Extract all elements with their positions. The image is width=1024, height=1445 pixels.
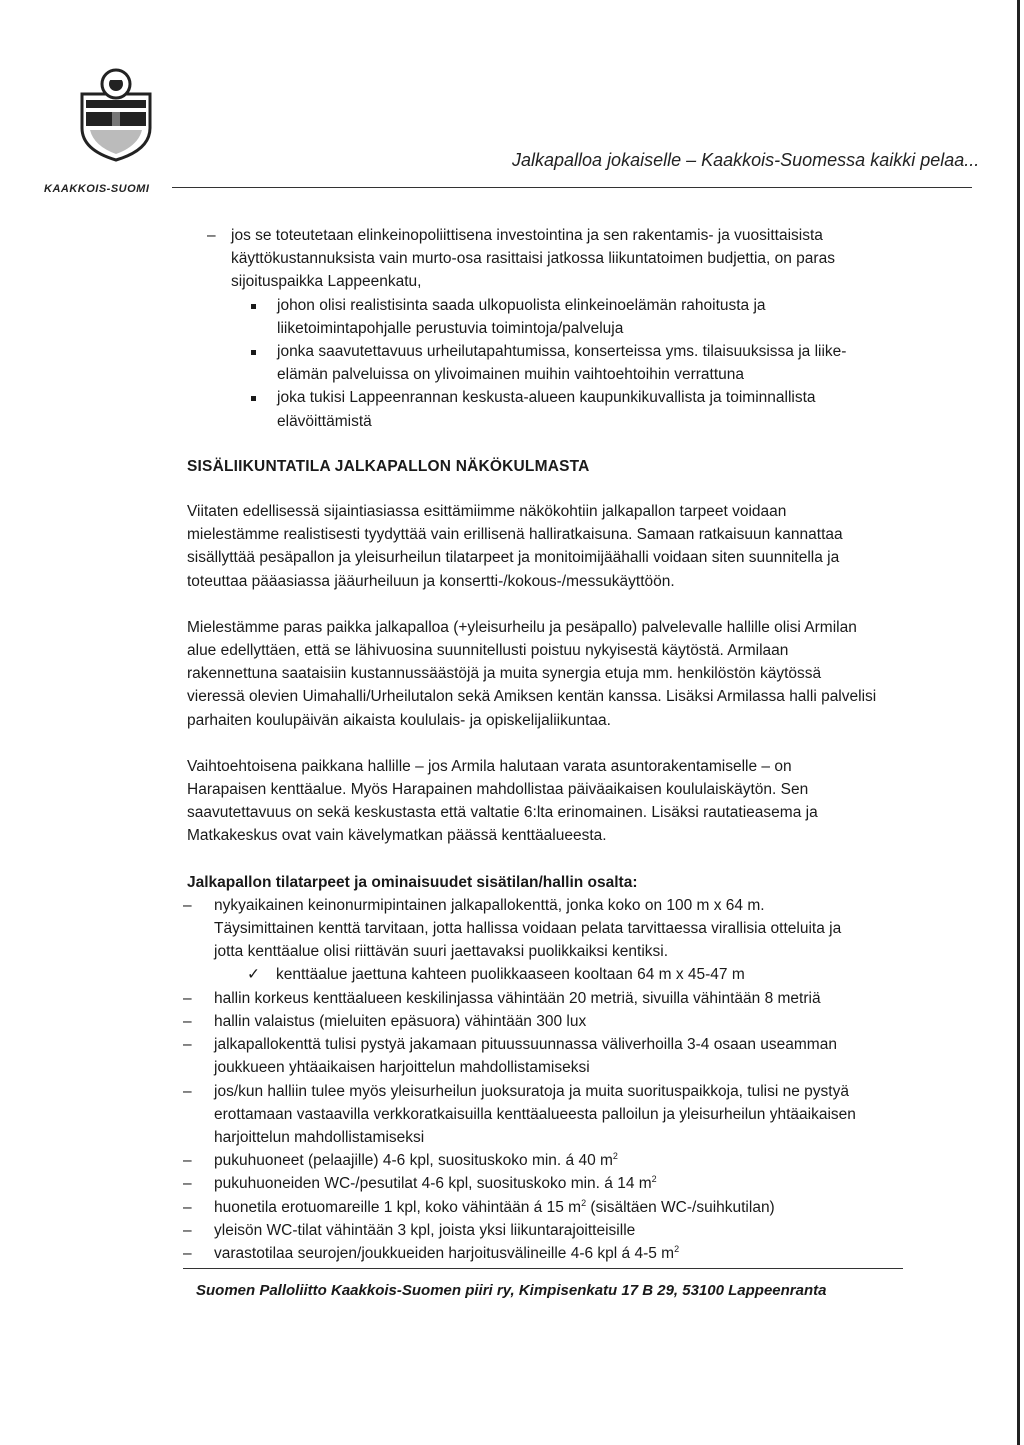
paragraph [187, 616, 907, 732]
checkmark-icon: ✓ [247, 966, 260, 984]
check-item [187, 963, 907, 986]
requirement-item [183, 1219, 907, 1242]
text-line: erottamaan vastaavilla verkkoratkaisuilla kenttäalueesta palloilun ja yleisurheilun yhtäaikaisen [214, 1105, 856, 1123]
text-line: hallin korkeus kenttäalueen keskilinjassa vähintään 20 metriä, sivuilla vähintään 8 metriä [214, 989, 821, 1007]
requirement-item [183, 1149, 907, 1172]
requirement-item [183, 1196, 907, 1219]
item-text-after: (sisältäen WC-/suihkutilan) [586, 1198, 775, 1216]
dash-marker: – [183, 1221, 192, 1239]
intro-dash-item [187, 224, 907, 294]
palloliitto-logo [78, 66, 154, 162]
item-text: varastotilaa seurojen/joukkueiden harjoitusvälineille 4-6 kpl á 4-5 m [214, 1244, 675, 1262]
square-bullet [251, 396, 256, 401]
dash-marker: – [183, 1082, 192, 1100]
text-line: parhaiten koulupäivän aikaista koululais- ja opiskelijaliikuntaa. [187, 711, 611, 729]
text-line: Harapaisen kenttäalue. Myös Harapainen mahdollistaa päiväaikaisen koululaiskäytön. Sen [187, 781, 809, 799]
text-line [214, 1219, 907, 1242]
superscript: 2 [651, 1174, 657, 1185]
item-text: pukuhuoneet (pelaajille) 4-6 kpl, suosituskoko min. á 40 m [214, 1152, 613, 1170]
dash-marker: – [183, 896, 192, 914]
text-line: joka tukisi Lappeenrannan keskusta-alueen kaupunkikuvallista ja toiminnallista [277, 389, 816, 407]
document-body [183, 224, 907, 1265]
dash-marker: – [183, 1244, 192, 1262]
header-divider [172, 187, 972, 188]
superscript: 2 [612, 1151, 618, 1162]
text-line: kenttäalue jaettuna kahteen puolikkaaseen kooltaan 64 m x 45-47 m [276, 966, 745, 984]
dash-marker: – [183, 1036, 192, 1054]
text-line [214, 1149, 907, 1172]
text-line: liiketoimintapohjalle perustuvia toimintoja/palveluja [277, 319, 624, 337]
requirement-item [183, 1080, 907, 1150]
item-text: pukuhuoneiden WC-/pesutilat 4-6 kpl, suosituskoko min. á 14 m [214, 1175, 652, 1193]
text-line: sijoituspaikka Lappeenkatu, [231, 273, 422, 291]
bullet-item [187, 386, 907, 432]
bullet-item [187, 294, 907, 340]
text-line: sisällyttää pesäpallon ja yleisurheilun tilatarpeet ja monitoimijäähalli voidaan siten suunnitella ja [187, 549, 840, 567]
text-line: käyttökustannuksista vain murto-osa rasittaisi jatkossa liikuntatoimen budjettia, on paras [231, 250, 835, 268]
text-line: jos/kun halliin tulee myös yleisurheilun juoksuratoja ja muita suorituspaikkoja, tulisi ne pystyä [214, 1082, 849, 1100]
text-line: harjoittelun mahdollistamiseksi [214, 1128, 425, 1146]
requirements-heading: Jalkapallon tilatarpeet ja ominaisuudet sisätilan/hallin osalta: [187, 873, 638, 891]
text-line: johon olisi realistisinta saada ulkopuolista elinkeinoelämän rahoitusta ja [277, 296, 766, 314]
dash-marker: – [207, 227, 216, 244]
header-slogan: Jalkapalloa jokaiselle – Kaakkois-Suomessa kaikki pelaa... [512, 150, 980, 170]
text-line: nykyaikainen keinonurmipintainen jalkapallokenttä, jonka koko on 100 m x 64 m. [214, 896, 765, 914]
text-line: Viitaten edellisessä sijaintiasiassa esittämiimme näkökohtiin jalkapallon tarpeet voidaan [187, 503, 787, 521]
text-line: jotta kenttäalue olisi riittävän suuri jaettavaksi puolikkaiksi kentiksi. [214, 943, 669, 961]
text-line: elämän palveluissa on ylivoimainen muihin vaihtoehtoihin verrattuna [277, 366, 744, 384]
square-bullet [251, 304, 256, 309]
dash-marker: – [183, 989, 192, 1007]
text-line [214, 1242, 907, 1265]
text-line [214, 1196, 907, 1219]
item-text: yleisön WC-tilat vähintään 3 kpl, joista yksi liikuntarajoitteisille [214, 1221, 636, 1239]
dash-marker: – [183, 1012, 192, 1030]
requirement-item [183, 894, 907, 964]
text-line: jalkapallokenttä tulisi pystyä jakamaan pituussuunnassa väliverhoilla 3-4 osaan useamman [214, 1036, 837, 1054]
text-line: Täysimittainen kenttä tarvitaan, jotta hallissa voidaan pelata tarvittaessa virallisia otteluita ja [214, 920, 842, 938]
bullet-item [187, 340, 907, 386]
paragraph [187, 755, 907, 848]
dash-marker: – [183, 1175, 192, 1193]
footer-divider [183, 1268, 903, 1269]
superscript: 2 [581, 1197, 587, 1208]
text-line: rakennettuna saataisiin kustannussäästöjä ja muita synergia etuja mm. henkilöstön käytössä [187, 665, 822, 683]
text-line: hallin valaistus (mieluiten epäsuora) vähintään 300 lux [214, 1012, 587, 1030]
text-line: joukkueen yhtäaikaisen harjoittelun mahdollistamiseksi [214, 1059, 590, 1077]
page-edge [1017, 0, 1020, 1445]
text-line: saavutettavuus on sekä keskustasta että valtatie 6:lta erinomainen. Lisäksi rautatieasema ja [187, 804, 818, 822]
footer-address: Suomen Palloliitto Kaakkois-Suomen piiri ry, Kimpisenkatu 17 B 29, 53100 Lappeenranta [196, 1282, 827, 1299]
text-line: vieressä olevien Uimahalli/Urheilutalon sekä Amiksen kentän kanssa. Lisäksi Armilassa halli palvelisi [187, 688, 877, 706]
section-heading: SISÄLIIKUNTATILA JALKAPALLON NÄKÖKULMASTA [187, 457, 590, 475]
requirement-item [183, 1172, 907, 1195]
item-text: huonetila erotuomareille 1 kpl, koko vähintään á 15 m [214, 1198, 582, 1216]
text-line: elävöittämistä [277, 412, 372, 430]
superscript: 2 [674, 1243, 680, 1254]
dash-marker: – [183, 1198, 192, 1216]
requirement-item [183, 987, 907, 1010]
paragraph [187, 500, 907, 593]
logo-text: KAAKKOIS-SUOMI [44, 183, 150, 195]
text-line: jonka saavutettavuus urheilutapahtumissa, konserteissa yms. tilaisuuksissa ja liike- [277, 343, 847, 361]
text-line: Vaihtoehtoisena paikkana hallille – jos Armila halutaan varata asuntorakentamiselle – on [187, 757, 792, 775]
text-line: jos se toteutetaan elinkeinopoliittisena investointina ja sen rakentamis- ja vuosittaisista [231, 227, 823, 244]
text-line [214, 1172, 907, 1195]
requirement-item [183, 1010, 907, 1033]
dash-marker: – [183, 1152, 192, 1170]
requirement-item [183, 1033, 907, 1079]
text-line: Mielestämme paras paikka jalkapalloa (+yleisurheilu ja pesäpallo) palvelevalle hallille olisi Armilan [187, 618, 857, 636]
text-line: mielestämme realistisesti tyydyttää vain erillisenä halliratkaisuna. Samaan ratkaisuun kannattaa [187, 526, 843, 544]
text-line: Matkakeskus ovat vain kävelymatkan päässä kenttäalueesta. [187, 827, 607, 845]
text-line: alue edellyttäen, että se lähivuosina suunnitellusti poistuu nykyisestä käytöstä. Armilaan [187, 642, 789, 660]
text-line: toteuttaa pääasiassa jääurheiluun ja konsertti-/kokous-/messukäyttöön. [187, 572, 675, 590]
square-bullet [251, 350, 256, 355]
requirement-item [183, 1242, 907, 1265]
